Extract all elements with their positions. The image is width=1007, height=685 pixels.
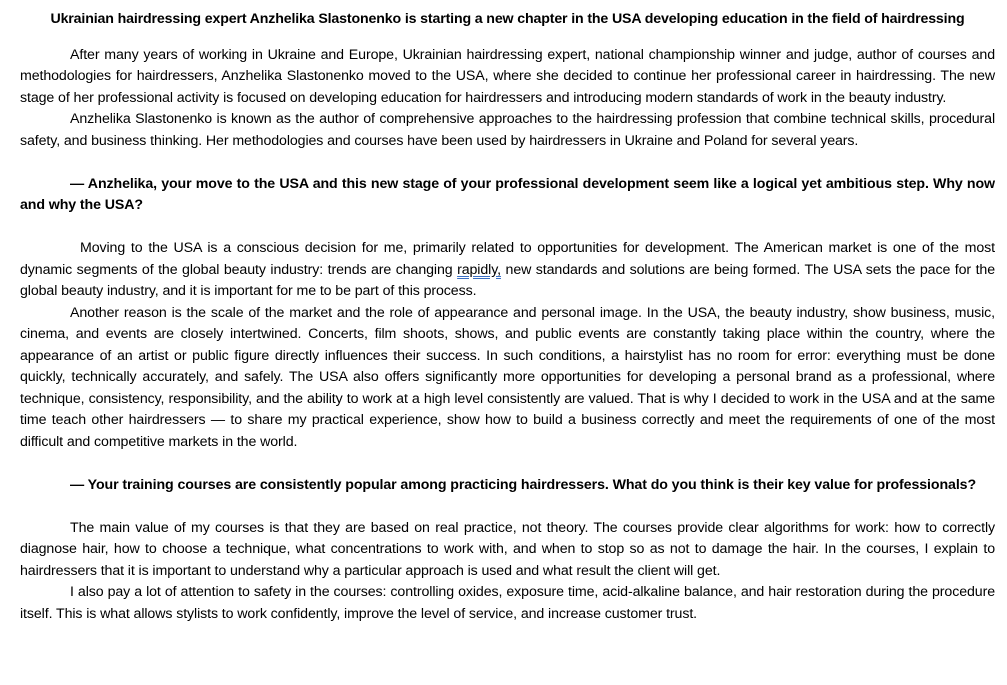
answer-2-paragraph-2: I also pay a lot of attention to safety in the courses: controlling oxides, exposure time, acid-alkaline balance, and hair restoration during the procedure itself. This is what allows stylists to work confidently, improve the level of service, and increase customer trust. <box>20 584 995 622</box>
paragraph-spacer <box>20 217 995 239</box>
answer-1-text-start: Moving to the USA is a conscious decision for me, primarily related to opportunities for development. The American market is one of the most dynamic segments of the global beauty industry: trends are changing <box>20 240 995 278</box>
answer-2-paragraph-1: The main value of my courses is that they are based on real practice, not theory. The courses provide clear algorithms for work: how to correctly diagnose hair, how to choose a technique, what concentrations to work with, and when to stop so as not to damage the hair. In the courses, I explain to hairdressers that it is important to understand why a particular approach is used and what result the client will get. <box>20 519 995 579</box>
answer-1-text-end: new standards and solutions are being formed. The USA sets the pace for the global beauty industry, and it is important for me to be part of this process. <box>20 261 996 299</box>
paragraph-spacer <box>20 453 995 475</box>
answer-1-paragraph-1 <box>20 238 995 303</box>
intro-paragraph-2: Anzhelika Slastonenko is known as the author of comprehensive approaches to the hairdressing profession that combine technical skills, procedural safety, and business thinking. Her methodologies and courses have been used by hairdressers in Ukraine and Poland for several years. <box>20 111 995 149</box>
intro-paragraph-1: After many years of working in Ukraine and Europe, Ukrainian hairdressing expert, national championship winner and judge, author of courses and methodologies for hairdressers, Anzhelika Slastonenko moved to the USA, where she decided to continue her professional career in hairdressing. The new stage of her professional activity is focused on developing education for hairdressers and introducing modern standards of work in the beauty industry. <box>20 46 995 106</box>
answer-1-paragraph-2: Another reason is the scale of the market and the role of appearance and personal image. In the USA, the beauty industry, show business, music, cinema, and events are closely intertwined. Concerts, film shoots, shows, and public events are constantly taking place within the country, where the appearance of an artist or public figure directly influences their success. In such conditions, a hairstylist has no room for error: everything must be done quickly, technically accurately, and safely. The USA also offers significantly more opportunities for developing a personal brand as a professional, where technique, consistency, responsibility, and the ability to work at a high level consistently are valued. That is why I decided to work in the USA and at the same time teach other hairdressers — to share my practical experience, show how to build a business correctly and meet the requirements of one of the most difficult and competitive markets in the world. <box>20 304 995 450</box>
paragraph-spacer <box>20 496 995 518</box>
interview-question-1: — Anzhelika, your move to the USA and this new stage of your professional development seem like a logical yet ambitious step. Why now and why the USA? <box>20 175 995 213</box>
grammar-flagged-word[interactable]: rapidly, <box>457 261 501 278</box>
paragraph-spacer <box>20 152 995 174</box>
interview-question-2: — Your training courses are consistently popular among practicing hairdressers. What do you think is their key value for professionals? <box>70 476 977 493</box>
article-title: Ukrainian hairdressing expert Anzhelika Slastonenko is starting a new chapter in the USA developing education in the field of hairdressing <box>50 11 965 27</box>
